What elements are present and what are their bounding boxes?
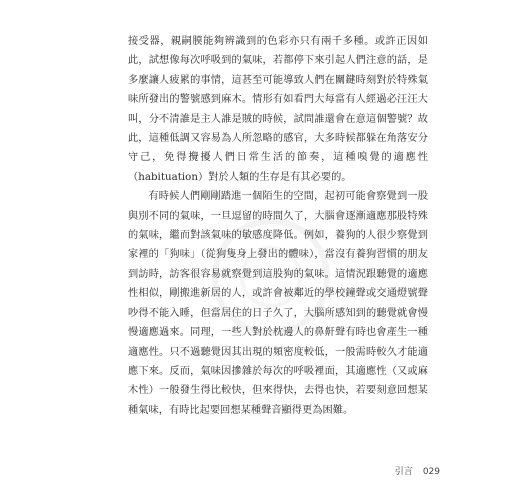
body-text: [128, 32, 428, 420]
paragraph-2: 有時候人們剛剛踏進一個陌生的空間，起初可能會察覺到一股與別不同的氣味，一旦逗留的時間久了，大腦會逐漸適應那股特殊的氣味，繼而對該氣味的敏感度降低。例如，養狗的人很少察覺到家裡的「狗味」（從狗隻身上發出的體味），當沒有養狗習慣的朋友到訪時，訪客很容易就察覺到這股狗的氣味。這情況跟聽覺的適應性相似，剛搬進新居的人，或許會被鄰近的學校鐘聲或交通燈號聲吵得不能入睡，但當居住的日子久了，大腦所感知到的聽覺就會慢慢適應過來。同理，一些人對於枕邊人的鼻鼾聲有時也會產生一種適應性。只不過聽覺因其出現的頻密度較低，一般需時較久才能適應下來。反而，氣味因摻雜於每次的呼吸裡面，其適應性（又或麻木性）一般發生得比較快，但來得快，去得也快，若要刻意回想某種氣味，有時比起要回想某種聲音顯得更為困難。: [128, 191, 428, 416]
page-footer: [330, 464, 440, 477]
paragraph-1: 接受器，親嗣膜能夠辨識到的色彩亦只有兩千多種。或許正因如此，試想像每次呼吸到的氣味，若都停下來引起人們注意的話，是多麼讓人疲累的事情，這甚至可能導致人們在關鍵時刻對於特殊氣味所發出的警號感到麻木。情形有如看門大每當有人經過必汪汪大叫，分不清誰是主人誰是賊的時候，試問誰還會在意這個警號？故此，這種低調又容易為人所忽略的感官，大多時候都躲在角落安分守己，免得攪擾人們日常生活的節奏，這種嗅覺的適應性（habituation）對於人類的生存是有其必要的。: [128, 36, 428, 183]
page-number: 029: [422, 467, 440, 477]
footer-section-title: 引言: [394, 467, 413, 477]
